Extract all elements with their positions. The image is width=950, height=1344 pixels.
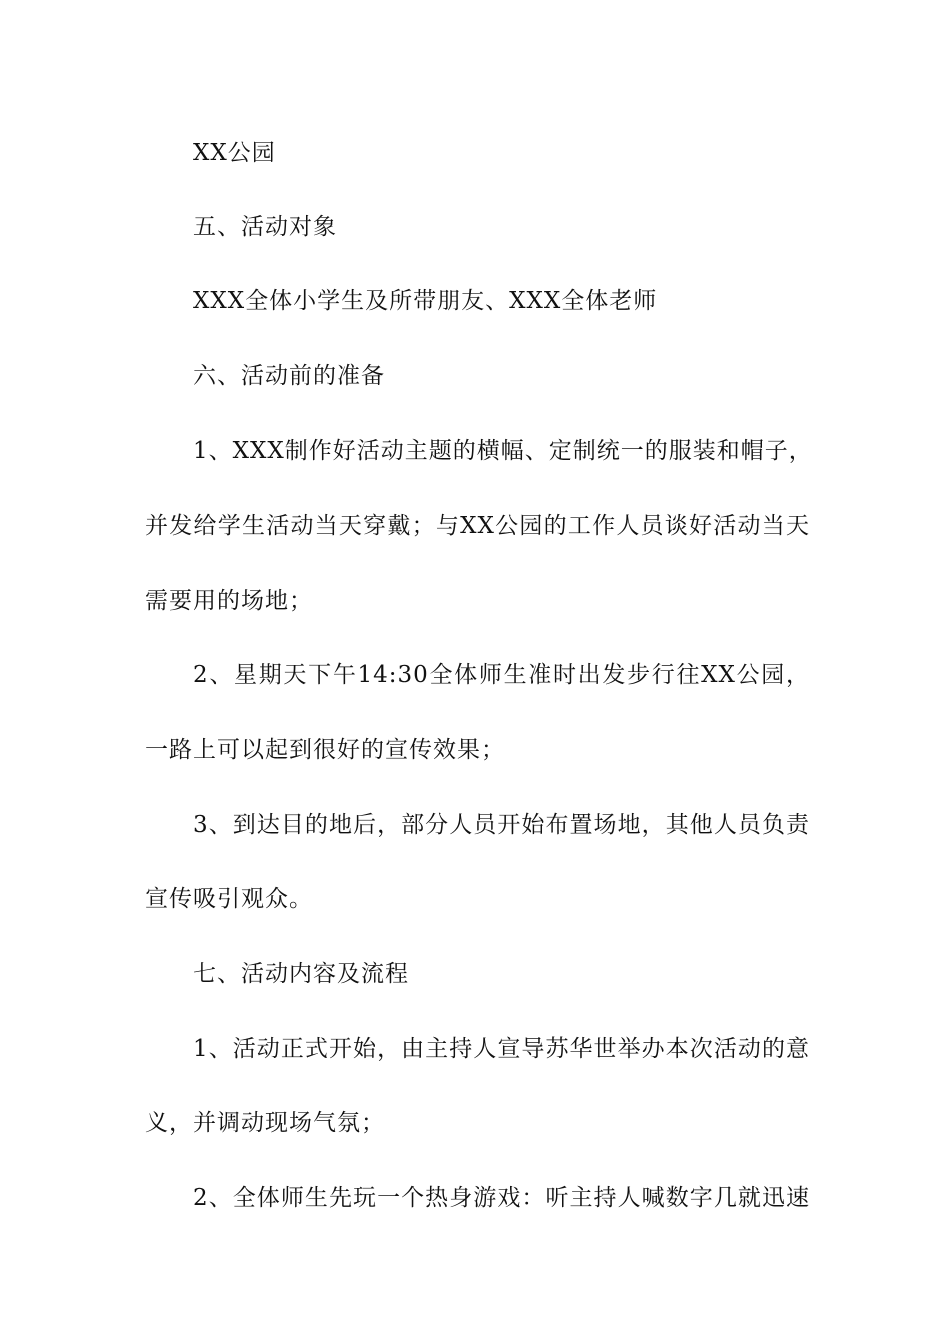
preparation-item-3-line-1: 3、到达目的地后，部分人员开始布置场地，其他人员负责 (193, 812, 810, 838)
content-item-1-line-2: 义，并调动现场气氛； (145, 1110, 385, 1136)
preparation-item-1-line-3: 需要用的场地； (145, 588, 313, 614)
preparation-item-1-line-1: 1、XXX制作好活动主题的横幅、定制统一的服装和帽子， (193, 438, 813, 464)
preparation-item-1-line-2: 并发给学生活动当天穿戴；与XX公园的工作人员谈好活动当天 (145, 513, 810, 539)
preparation-item-3-line-2: 宣传吸引观众。 (145, 886, 313, 912)
participants-line: XXX全体小学生及所带朋友、XXX全体老师 (193, 288, 658, 314)
preparation-item-2-line-2: 一路上可以起到很好的宣传效果； (145, 737, 505, 763)
section-heading-content: 七、活动内容及流程 (193, 961, 409, 987)
preparation-item-2-line-1: 2、星期天下午14:30全体师生准时出发步行往XX公园， (193, 662, 810, 688)
section-heading-participants: 五、活动对象 (193, 214, 337, 240)
content-item-2-line-1: 2、全体师生先玩一个热身游戏：听主持人喊数字几就迅速 (193, 1185, 810, 1211)
content-item-1-line-1: 1、活动正式开始，由主持人宣导苏华世举办本次活动的意 (193, 1036, 810, 1062)
venue-line: XX公园 (193, 140, 276, 166)
section-heading-preparation: 六、活动前的准备 (193, 363, 385, 389)
